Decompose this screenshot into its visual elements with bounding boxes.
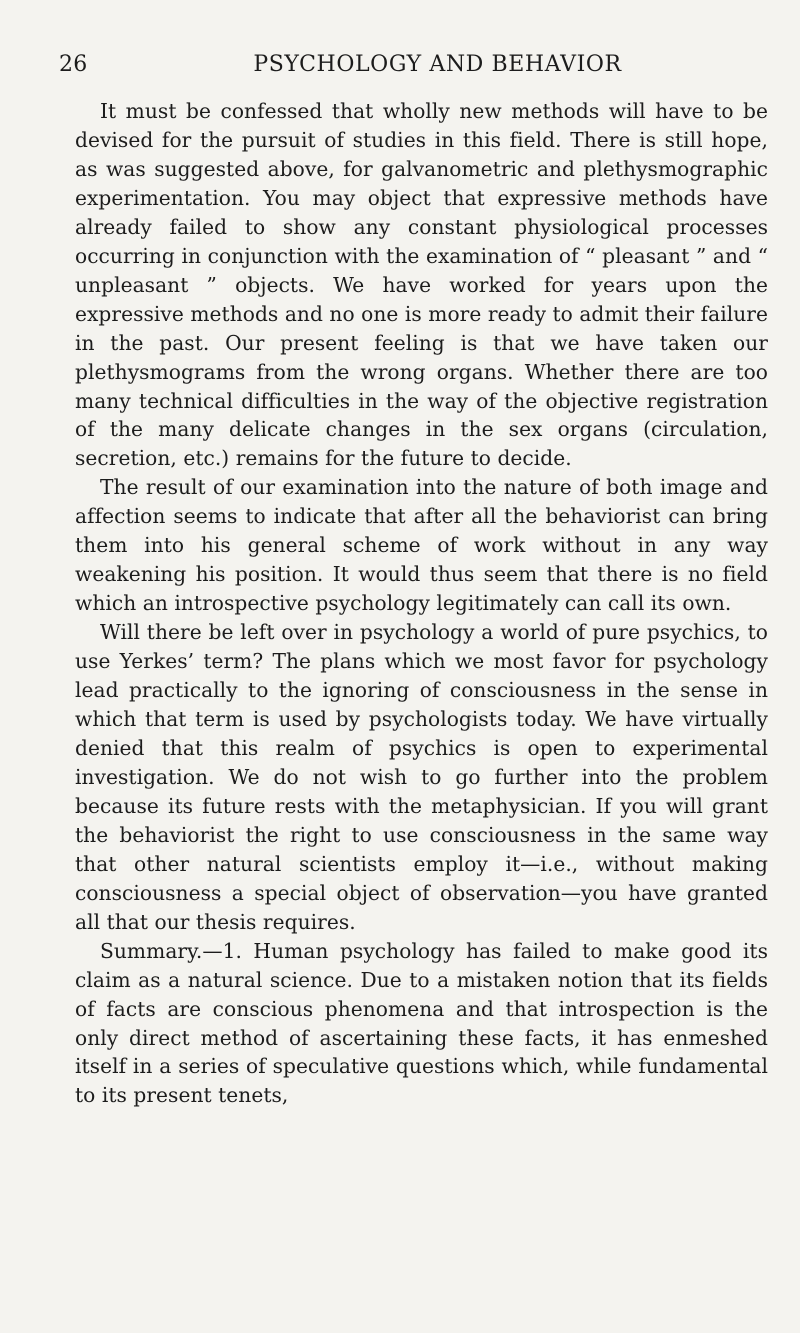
running-title: PSYCHOLOGY AND BEHAVIOR [253,52,622,77]
paragraph-summary: Summary.—1. Human psychology has failed to make good its claim as a natural science. Due to a mistaken notion that its fields of facts are conscious phenomena and that introspection is the only direct method of ascertaining these facts, it has enmeshed itself in a series of speculative questions which, while fundamental to its present tenets, [75,938,768,1108]
paragraph-pure-psychics: Will there be left over in psychology a world of pure psychics, to use Yerkes’ term? The plans which we most favor for psychology lead practically to the ignoring of consciousness in the sense in which that term is used by psychologists today. We have virtually denied that this realm of psychics is open to experimental investigation. We do not wish to go further into the problem because its future rests with the metaphysician. If you will grant the behaviorist the right to use consciousness in the same way that other natural scientists employ it—i.e., without making consciousness a special object of observation—you have granted all that our thesis requires. [75,620,768,934]
page-number: 26 [59,52,88,77]
body-text [75,97,768,1110]
page-header [59,52,768,92]
paragraph-methods: It must be confessed that wholly new methods will have to be devised for the pursuit of studies in this field. There is still hope, as was suggested above, for galvanometric and plethysmographic experimentation. You may object that expressive methods have already failed to show any constant physiological processes occurring in conjunction with the examination of “ pleasant ” and “ unpleasant ” objects. We have worked for years upon the expressive methods and no one is more ready to admit their failure in the past. Our present feeling is that we have taken our plethysmograms from the wrong organs. Whether there are too many technical difficulties in the way of the objective registration of the many delicate changes in the sex organs (circulation, secretion, etc.) remains for the future to decide. [75,99,768,471]
paragraph-image-affection: The result of our examination into the nature of both image and affection seems to indicate that after all the behaviorist can bring them into his general scheme of work without in any way weakening his position. It would thus seem that there is no field which an introspective psychology legitimately can call its own. [75,475,768,616]
